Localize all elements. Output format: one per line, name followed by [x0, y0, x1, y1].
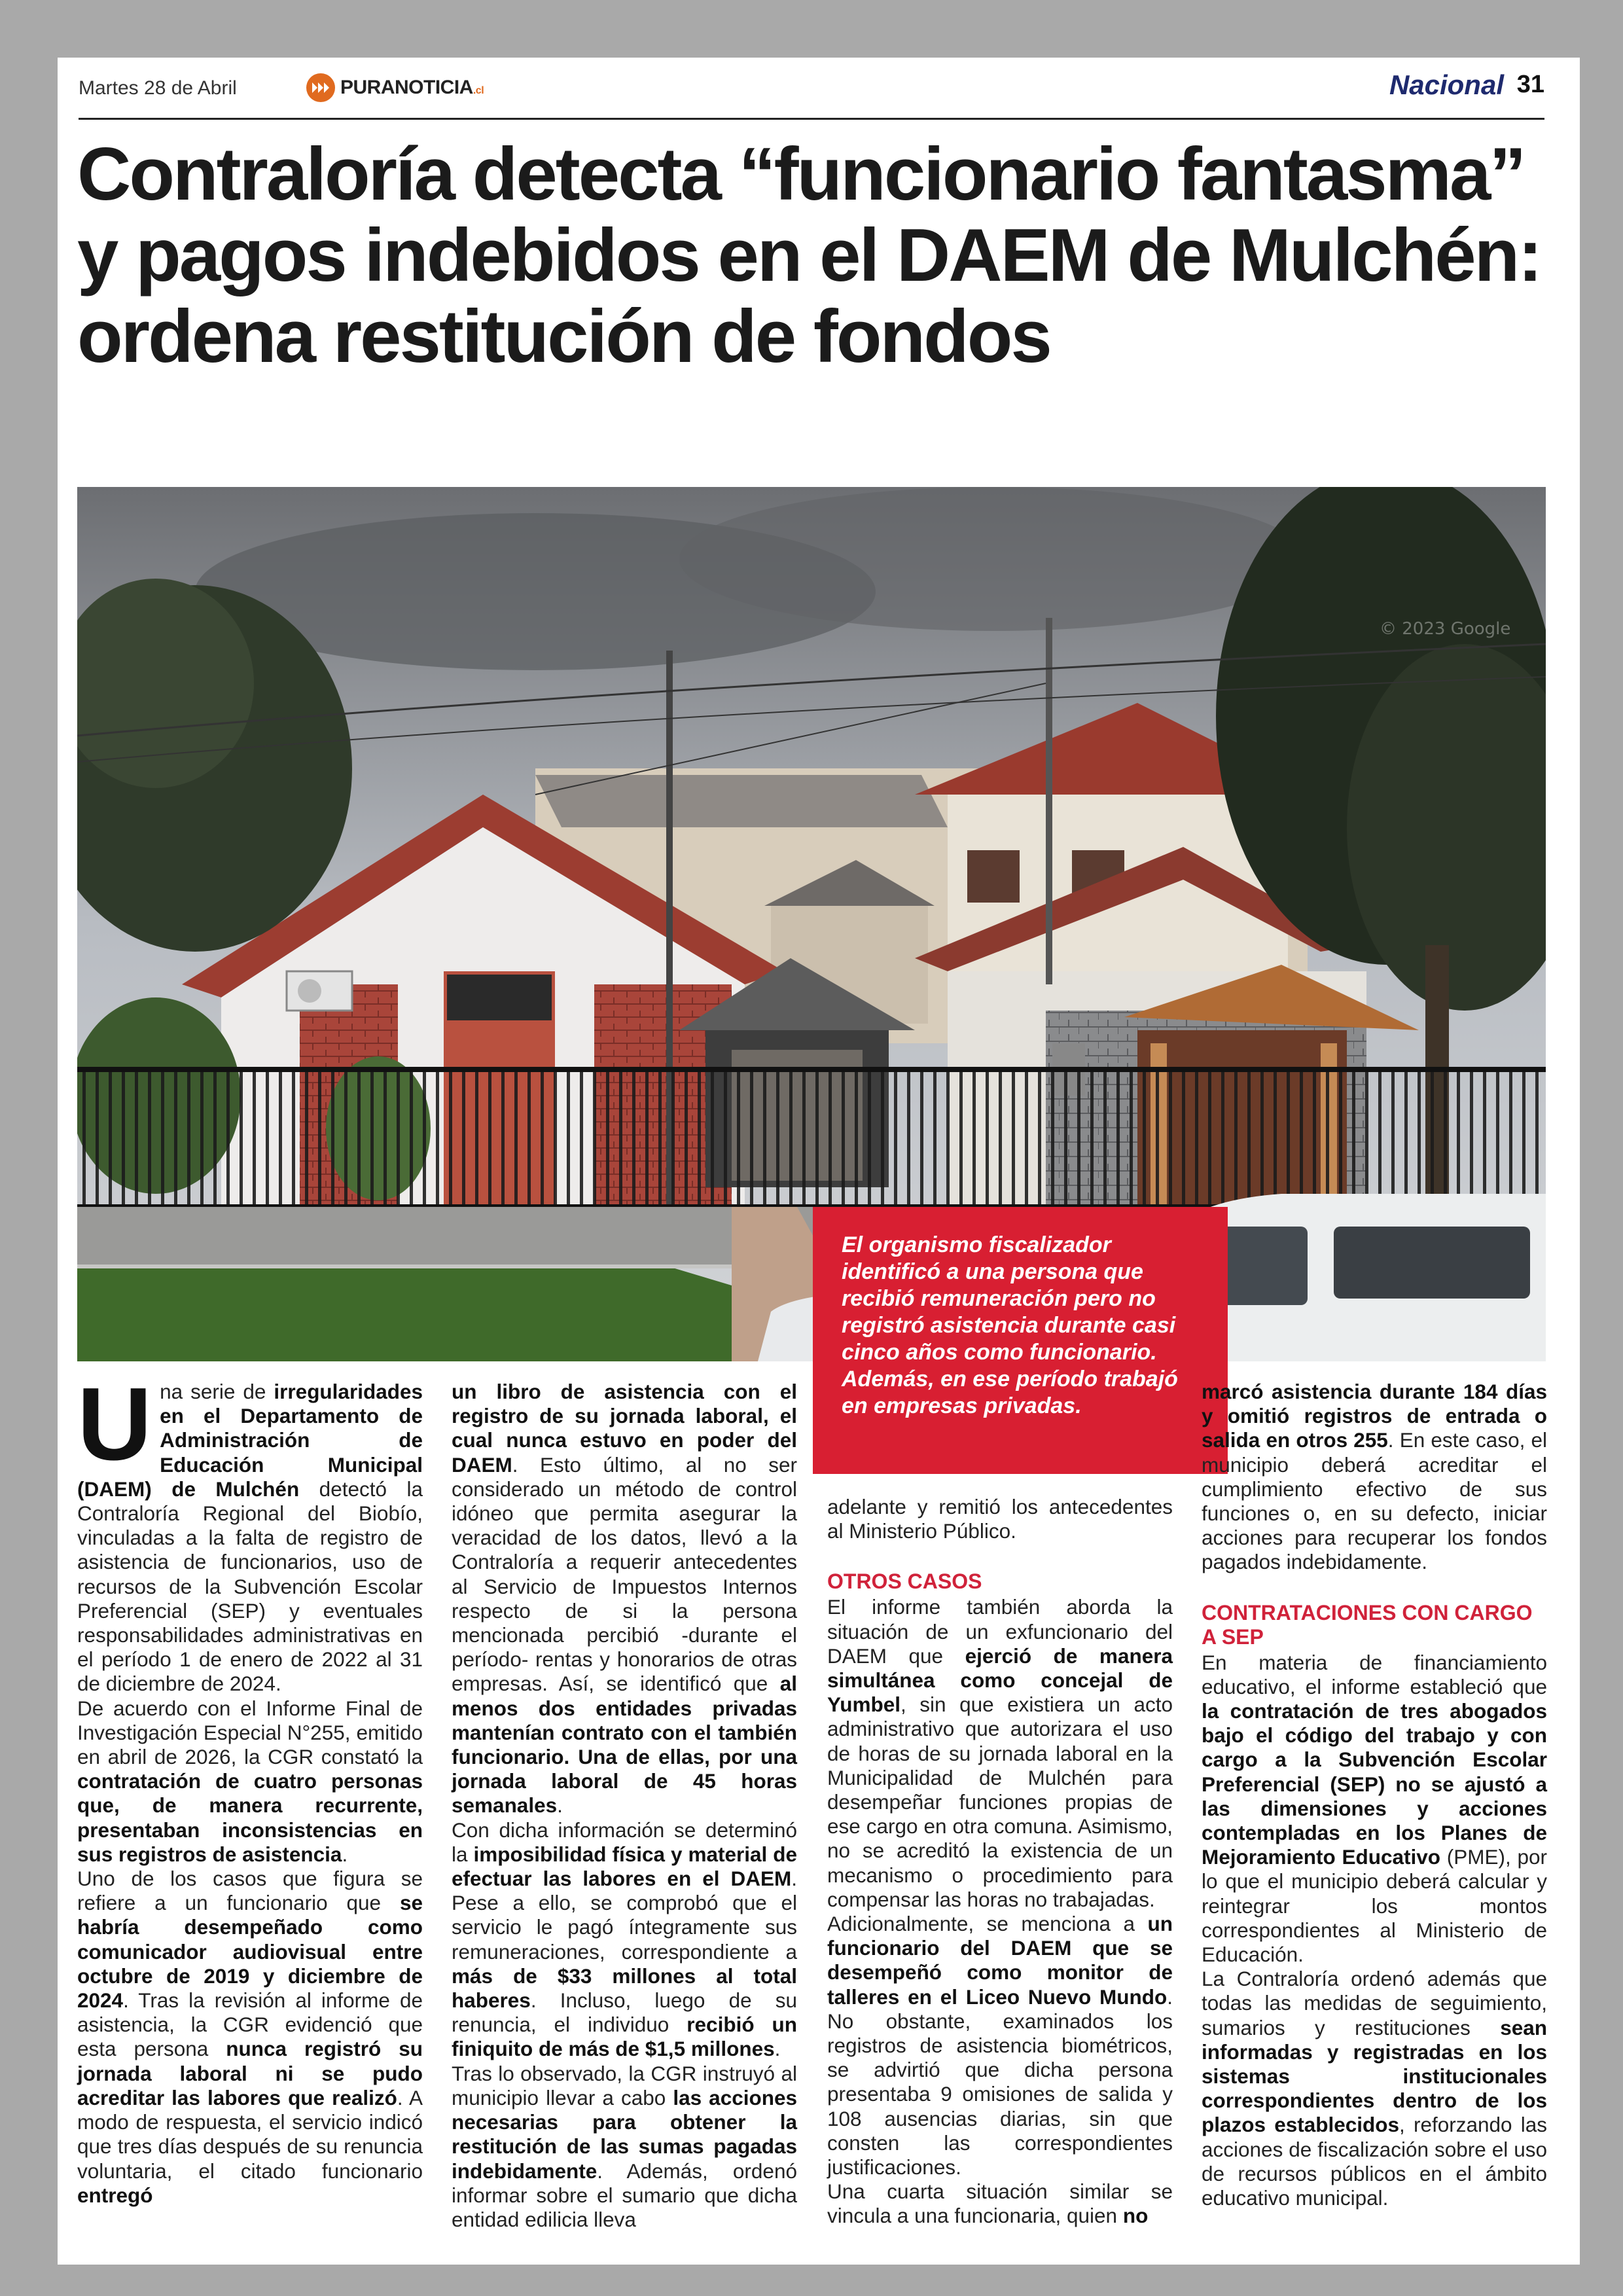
article-column-4: [1202, 1380, 1547, 2210]
subhead-contrataciones: CONTRATACIONES CON CARGO A SEP: [1202, 1600, 1533, 1649]
issue-date: Martes 28 de Abril: [79, 77, 237, 99]
subhead-otros-casos: OTROS CASOS: [827, 1570, 982, 1594]
paragraph: Uno de los casos que figura se refiere a un funcionario que se habría desempeñado como comunicador audiovisual entre octubre de 2019 y diciembre de 2024. Tras la revisión al informe de asistencia, la CGR evidenció que esta persona nunca registró su jornada laboral ni se pudo acreditar las labores que realizó. A modo de respuesta, el servicio indicó que tres días después de su renuncia voluntaria, el citado funcionario entregó: [77, 1867, 423, 2207]
paragraph: marcó asistencia durante 184 días y omitió registros de entrada o salida en otros 255. En este caso, el municipio deberá acreditar el cumplimiento efectivo de sus funciones o, en su defecto, iniciar acciones para recuperar los fondos pagados indebidamente.: [1202, 1380, 1547, 1574]
article-column-1: [77, 1367, 423, 2208]
pull-quote-callout: El organismo fiscalizador identificó a una persona que recibió remuneración pero no registró asistencia durante casi cinco años como funcionario. Además, en ese período trabajó en empresas privadas.: [813, 1207, 1228, 1474]
paragraph: La Contraloría ordenó además que todas las medidas de seguimiento, sumarios y restituciones sean informadas y registradas en los sistemas institucionales correspondientes dentro de los plazos establecidos, reforzando las acciones de fiscalización sobre el uso de recursos públicos en el ámbito educativo municipal.: [1202, 1967, 1547, 2210]
drop-cap: U: [77, 1367, 152, 1482]
brand: [306, 73, 484, 102]
building-illustration: [77, 487, 1546, 1361]
brand-name: PURANOTICIA.cl: [340, 77, 484, 98]
article-photo: [77, 487, 1546, 1361]
paragraph: En materia de financiamiento educativo, el informe estableció que la contratación de tres abogados bajo el código del trabajo y con cargo a la Subvención Escolar Preferencial (SEP) no se ajustó a las dimensiones y acciones contempladas en los Planes de Mejoramiento Educativo (PME), por lo que el municipio deberá calcular y reintegrar los montos correspondientes al Ministerio de Educación.: [1202, 1650, 1547, 1967]
brand-logo-icon: [306, 73, 335, 102]
paragraph: Tras lo observado, la CGR instruyó al municipio llevar a cabo las acciones necesarias para obtener la restitución de las sumas pagadas indebidamente. Además, ordenó informar sobre el sumario que dicha entidad edilicia lleva: [452, 2061, 798, 2231]
section-name: Nacional: [1389, 69, 1504, 100]
paragraph: un libro de asistencia con el registro de su jornada laboral, el cual nunca estuvo en poder del DAEM. Esto último, al no ser considerado un método de control idóneo que permita asegurar la veracidad de los datos, llevó a la Contraloría a requerir antecedentes al Servicio de Impuestos Internos respecto de si la persona mencionada percibió -durante el período- rentas y honorarios de otras empresas. Así, se identificó que al menos dos entidades privadas mantenían contrato con el también funcionario. Una de ellas, por una jornada laboral de 45 horas semanales.: [452, 1380, 797, 1818]
page-header: [79, 65, 1544, 120]
paragraph: Con dicha información se determinó la imposibilidad física y material de efectuar las labores en el DAEM. Pese a ello, se comprobó que el servicio le pagó íntegramente sus remuneraciones, correspondiente a más de $33 millones al total haberes. Incluso, luego de su renuncia, el individuo recibió un finiquito de más de $1,5 millones.: [452, 1818, 797, 2061]
article-column-2: [452, 1380, 797, 2232]
paragraph: El informe también aborda la situación de un exfuncionario del DAEM que ejerció de manera simultánea como concejal de Yumbel, sin que existiera un acto administrativo que autorizara el uso de horas de su jornada laboral en la Municipalidad de Mulchén para desempeñar funciones propias de ese cargo en otra comuna. Asimismo, no se acreditó la existencia de un mecanismo o procedimiento para compensar las horas no trabajadas.: [827, 1595, 1173, 1911]
paragraph: De acuerdo con el Informe Final de Investigación Especial N°255, emitido en abril de 2026, la CGR constató la contratación de cuatro personas que, de manera recurrente, presentaban inconsistencias en sus registros de asistencia.: [77, 1696, 423, 1866]
article-column-3: [827, 1495, 1173, 2229]
headline: Contraloría detecta “funcionario fantasma” y pagos indebidos en el DAEM de Mulchén: ordena restitución de fondos: [77, 133, 1541, 378]
paragraph: Una serie de irregularidades en el Departamento de Administración de Educación Municipal (DAEM) de Mulchén detectó la Contraloría Regional del Biobío, vinculadas a la falta de registro de asistencia de funcionarios, uso de recursos de la Subvención Escolar Preferencial (SEP) y eventuales responsabilidades administrativas en el período 1 de enero de 2022 al 31 de diciembre de 2024.: [77, 1367, 423, 1696]
photo-watermark: © 2023 Google: [1380, 619, 1511, 639]
page-number: 31: [1516, 71, 1544, 98]
paragraph: Una cuarta situación similar se vincula a una funcionaria, quien no: [827, 2179, 1173, 2228]
paragraph: Adicionalmente, se menciona a un funcionario del DAEM que se desempeñó como monitor de talleres en el Liceo Nuevo Mundo. No obstante, examinados los registros de asistencia biométricos, se advirtió que dicha persona presentaba 9 omisiones de salida y 108 ausencias diarias, sin que consten las correspondientes justificaciones.: [827, 1912, 1173, 2179]
paragraph: adelante y remitió los antecedentes al Ministerio Público.: [827, 1495, 1173, 1543]
